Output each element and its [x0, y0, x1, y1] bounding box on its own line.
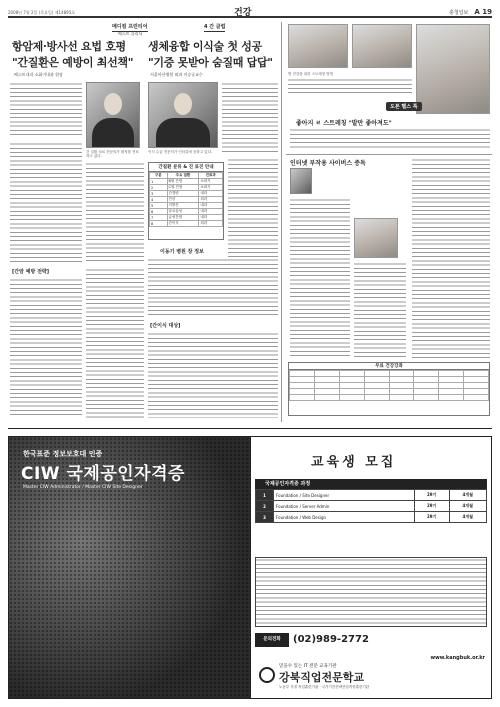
left-headline-1: 항암제·방사선 요법 호평	[12, 40, 126, 53]
body-text	[10, 82, 82, 138]
phone-number[interactable]: (02)989-2772	[293, 634, 369, 645]
table-cell: 5	[150, 203, 168, 209]
body-text	[222, 82, 278, 152]
foot-photo-2	[352, 24, 412, 68]
course-duration: 4개월	[449, 490, 486, 501]
ad-hero	[9, 437, 251, 698]
row-index: 3	[256, 512, 274, 523]
info-table	[148, 162, 224, 240]
right-column	[286, 22, 492, 422]
ad-divider	[8, 428, 492, 429]
table-header: 주요 질환	[167, 173, 199, 179]
body-text	[148, 332, 278, 418]
table-cell: 7	[150, 215, 168, 221]
school-logo-icon	[259, 667, 275, 683]
ad-details-box	[255, 557, 487, 627]
advertisement[interactable]	[8, 436, 492, 699]
photo-caption: 발 건강을 위한 스트레칭 방법	[288, 72, 334, 76]
doctor-photo-left	[86, 82, 140, 148]
school-cert: 노동부 지정 직업훈련기관 · 국가기간전략산업직종훈련기관	[279, 685, 370, 689]
course-duration: 4개월	[449, 501, 486, 512]
course-term: 29기	[414, 512, 449, 523]
body-text	[86, 162, 144, 262]
ad-subline: Master CIW Administrator / Master CIW Site Designer	[23, 485, 143, 490]
foot-photo-3	[416, 24, 490, 114]
foot-photo-1	[288, 24, 348, 68]
table-cell: 급성간염	[167, 215, 199, 221]
right-byline: 서울아산병원 외과 이승규교수	[150, 72, 203, 77]
table-header: 진료과	[199, 173, 223, 179]
table-cell: 내과	[199, 191, 223, 197]
left-headline-2: "간질환은 예방이 최선책"	[12, 56, 134, 69]
table-cell: 내과	[199, 215, 223, 221]
school-name: 강북직업전문학교	[279, 671, 365, 684]
table-row	[256, 490, 487, 501]
row-index: 2	[256, 501, 274, 512]
masthead-right	[449, 8, 492, 16]
table-cell: 간경변	[167, 191, 199, 197]
course-table	[255, 489, 487, 523]
table-row	[256, 501, 487, 512]
body-text	[288, 78, 412, 94]
event-calendar	[288, 362, 490, 416]
ad-kicker: 한국표준 정보보호대 인증	[23, 450, 103, 458]
table-row	[150, 221, 223, 227]
series-sub: 베스트 클리닉	[118, 31, 143, 36]
column-badge: 도본 헬스 톡	[386, 102, 422, 111]
body-text	[148, 258, 278, 318]
school-url[interactable]: www.kangbuk.or.kr	[430, 655, 485, 661]
table-cell: 간암	[167, 197, 199, 203]
course-name: Foundation / Site Designer	[274, 490, 415, 501]
ad-contact[interactable]	[255, 633, 487, 647]
table-cell: 2	[150, 185, 168, 191]
course-term: 29기	[414, 490, 449, 501]
table-header: 구분	[150, 173, 168, 179]
portrait-face	[104, 93, 122, 115]
ad-info-panel	[251, 437, 491, 698]
table-cell: 외과	[199, 221, 223, 227]
table-cell: 3	[150, 191, 168, 197]
course-name: Foundation / Server Admin	[274, 501, 415, 512]
table-cell: 8	[150, 221, 168, 227]
subhead-1: [간암 예방 전략]	[12, 269, 50, 275]
table-cell: 6	[150, 209, 168, 215]
course-name: Foundation / Web Design	[274, 512, 415, 523]
school-block	[255, 655, 487, 695]
subhead-2: [간이식 대상]	[150, 323, 181, 329]
masthead	[8, 4, 492, 18]
table-cell: 4	[150, 197, 168, 203]
section-title: 건강	[234, 8, 252, 18]
phone-label: 문의전화	[255, 633, 289, 647]
portrait-suit	[92, 118, 134, 147]
columnist-photo	[290, 168, 312, 194]
table-cell: 외과	[199, 197, 223, 203]
right-headline-1: 생체융합 이식술 첫 성공	[148, 40, 262, 53]
row-index: 1	[256, 490, 274, 501]
series-tag: 메디컬 프런티어	[112, 24, 148, 30]
box-title: 이동기 병원 장 정보	[160, 249, 204, 255]
table-title: 간질환 분류 & 진 료진 안내	[149, 163, 223, 172]
ad-headline: CIW 국제공인자격증	[21, 464, 185, 484]
table-row	[256, 512, 487, 523]
table-cell: 내과	[199, 209, 223, 215]
calendar-grid	[289, 370, 489, 401]
table-cell: C형 간염	[167, 185, 199, 191]
section-divider	[286, 154, 492, 155]
course-duration: 4개월	[449, 512, 486, 523]
body-text	[354, 262, 406, 358]
table-cell: 소화기	[199, 179, 223, 185]
portrait-face	[174, 93, 192, 115]
body-text	[290, 198, 350, 358]
doctor-photo-right	[148, 82, 218, 148]
body-text	[228, 158, 278, 268]
page-number: A 19	[474, 8, 492, 16]
body-text	[412, 158, 490, 358]
table-cell: 소화기	[199, 185, 223, 191]
issue-date: 2008년 7월 2일 (목요일) 제14895호	[8, 10, 76, 15]
clinic-table	[149, 172, 223, 227]
right-tag: 4 간 클럽	[204, 24, 226, 30]
course-term: 29기	[414, 501, 449, 512]
photo-caption-right: 이식 수술 전문의가 인터뷰에 응하고 있다.	[148, 150, 213, 154]
school-tagline: 믿을수 있는 IT 전문 교육기관	[279, 664, 337, 669]
column-divider	[281, 22, 282, 422]
promo-headline: 좋아지 ㄹ 스트레칭 "발만 좋아져도"	[296, 120, 392, 127]
paper-name: 충청일보	[449, 9, 469, 16]
right-headline-2: "기증 못받아 숨질때 답답"	[148, 56, 273, 69]
table-cell: B형 간염	[167, 179, 199, 185]
table-cell: 내과	[199, 203, 223, 209]
body-text	[86, 268, 144, 418]
table-cell: 지방간	[167, 203, 199, 209]
table-cell: 1	[150, 179, 168, 185]
table-cell: 간이식	[167, 221, 199, 227]
illustration	[354, 218, 398, 258]
course-band: 국제공인자격증 과정	[255, 479, 487, 489]
body-text	[290, 128, 490, 148]
left-byline: 베스트내과 소화기내과 원장	[14, 72, 63, 77]
feature-article	[8, 22, 278, 422]
ad-title: 교육생 모집	[311, 455, 397, 470]
calendar-title: 무료 건강강좌	[289, 363, 489, 370]
sidebar-title: 인터넷 부작용 사이버스 증독	[290, 160, 366, 167]
body-text	[10, 278, 82, 418]
body-text	[10, 142, 82, 262]
photo-caption-left: 간 질환 치료 전문의가 환자를 진료하고 있다.	[86, 150, 139, 158]
table-cell: 알코올성	[167, 209, 199, 215]
portrait-suit	[156, 118, 210, 147]
